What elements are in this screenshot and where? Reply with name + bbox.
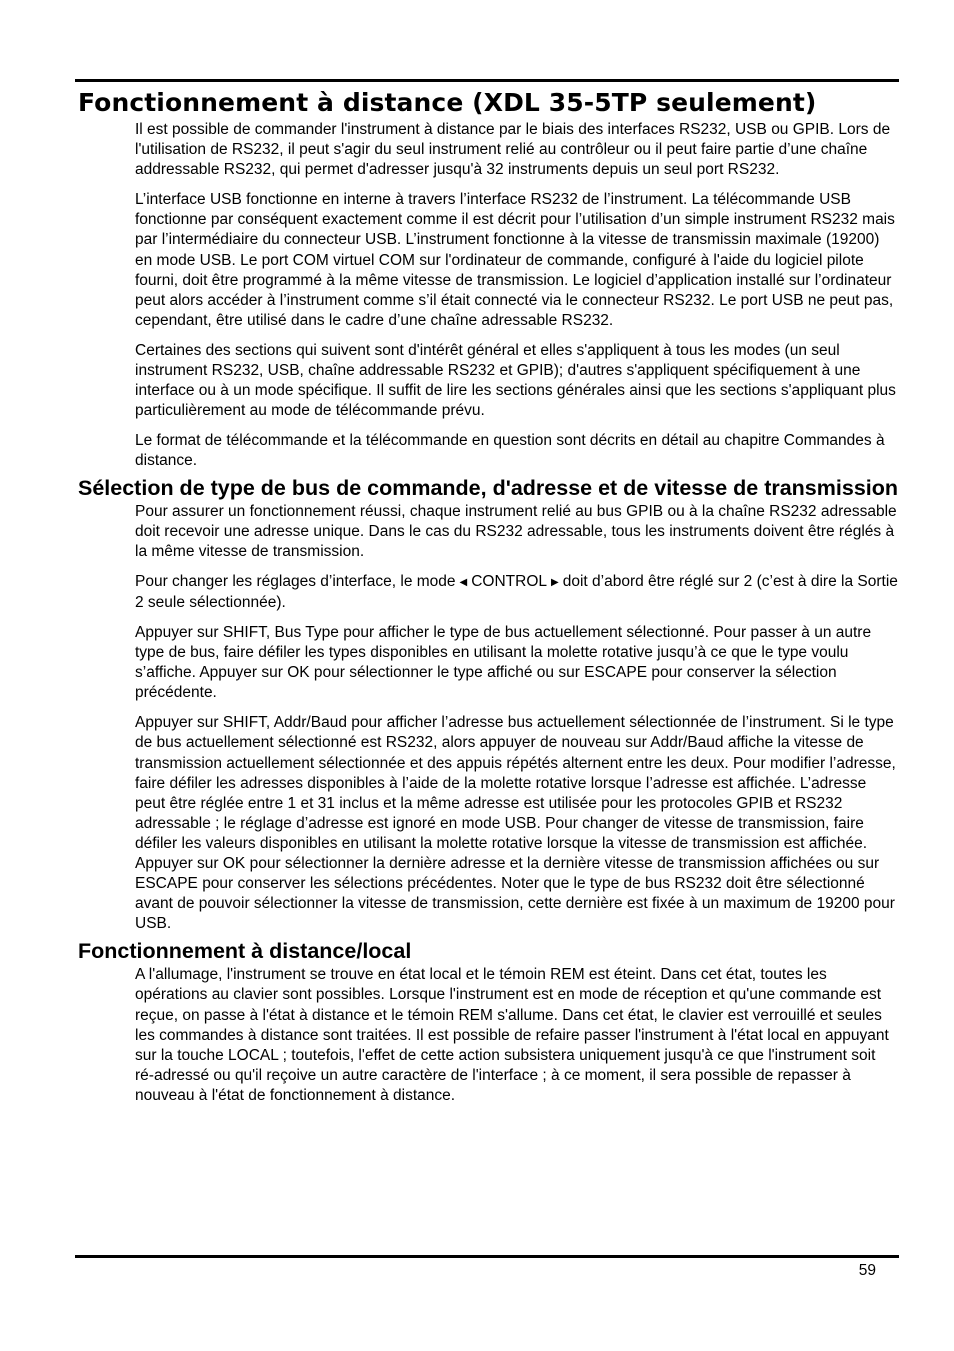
triangle-right-icon: ▶: [551, 576, 559, 588]
paragraph: Pour assurer un fonctionnement réussi, chaque instrument relié au bus GPIB ou à la chaîne RS232 adressable doit recevoir une adresse unique. Dans le cas du RS232 adressable, tous les instruments doivent être réglés à la même vitesse de transmission.: [135, 502, 897, 560]
section-title-bus-selection: Sélection de type de bus de commande, d'adresse et de vitesse de transmission: [78, 475, 899, 500]
top-rule: [75, 79, 899, 82]
section-title-remote-operation: Fonctionnement à distance (XDL 35-5TP seulement): [78, 88, 817, 117]
paragraph: A l'allumage, l'instrument se trouve en état local et le témoin REM est éteint. Dans cet état, toutes les opérations au clavier sont possibles. Lorsque l'instrument est en mode de réception et qu'une commande est reçue, on passe à l'état à distance et le témoin REM s'allume. Dans cet état, le clavier est verrouillé et seules les commandes à distance sont traitées. Il est possible de refaire passer l'instrument à l'état local en appuyant sur la touche LOCAL ; toutefois, l'effet de cette action subsistera uniquement jusqu'à ce que l'instrument soit ré-adressé ou qu'il reçoive un autre caractère de l'interface ; à ce moment, il sera possible de repasser à nouveau à l'état de fonctionnement à distance.: [135, 966, 889, 1104]
paragraph: L’interface USB fonctionne en interne à travers l’interface RS232 de l’instrument. La télécommande USB fonctionne par conséquent exactement comme il est décrit pour l’utilisation d’un simple instrument RS232 mais par l’intermédiaire du connecteur USB. L’instrument fonctionne à la vitesse de transmissin maximale (19200) en mode USB. Le port COM virtuel COM sur l'ordinateur de commande, configuré à l'aide du logiciel pilote fourni, doit être programmé à la même vitesse de transmission. Le logiciel d’application installé sur l’ordinateur peut alors accéder à l’instrument comme s’il était connecté via le connecteur RS232. Le port USB ne peut pas, cependant, être utilisé dans le cadre d’une chaîne adressable RS232.: [135, 191, 895, 329]
page-content: [78, 86, 898, 1106]
bottom-rule: [75, 1255, 899, 1258]
paragraph: Il est possible de commander l'instrument à distance par le biais des interfaces RS232, USB ou GPIB. Lors de l'utilisation de RS232, il peut s'agir du seul instrument relié au contrôleur ou il peut faire partie d’une chaîne addressable RS232, qui permet d'adresser jusqu'à 32 instruments depuis un seul port RS232.: [135, 121, 891, 179]
paragraph: Appuyer sur SHIFT, Addr/Baud pour afficher l’adresse bus actuellement sélectionnée de l’instrument. Si le type de bus actuellement sélectionné est RS232, alors appuyer de nouveau sur Addr/Baud affiche la vitesse de transmission actuellement sélectionnée et des appuis répétés alternent entre les deux. Pour modifier l’adresse, faire défiler les adresses disponibles à l’aide de la molette rotative lorsque l’adresse est affichée. L’adresse peut être réglée entre 1 et 31 inclus et la même adresse est utilisée pour les protocoles GPIB et RS232 adressable ; le réglage d’adresse est ignoré en mode USB. Pour changer de vitesse de transmission, faire défiler les valeurs disponibles en utilisant la molette rotative lorsque la vitesse de transmission est affichée. Appuyer sur OK pour sélectionner la dernière adresse et la dernière vitesse de transmission affichées ou sur ESCAPE pour conserver les sélections précédentes. Noter que le type de bus RS232 doit être sélectionné avant de pouvoir sélectionner la vitesse de transmission, cette dernière est fixée à un maximum de 19200 pour USB.: [135, 714, 896, 933]
paragraph: Certaines des sections qui suivent sont d'intérêt général et elles s'appliquent à tous les modes (un seul instrument RS232, USB, chaîne addressable RS232 et GPIB); d'autres s'appliquent spécifiquement à une interface ou à un mode spécifique. Il suffit de lire les sections générales ainsi que les sections s'appliquant plus particulièrement au mode de télécommande prévu.: [135, 341, 896, 420]
control-mode-label: CONTROL: [471, 572, 548, 590]
paragraph-text: Pour changer les réglages d’interface, le mode: [135, 572, 456, 590]
paragraph: Appuyer sur SHIFT, Bus Type pour afficher le type de bus actuellement sélectionné. Pour passer à un autre type de bus, faire défiler les types disponibles en utilisant la molette rotative jusqu’à ce que le type voulu s’affiche. Appuyer sur OK pour sélectionner le type affiché ou sur ESCAPE pour conserver la sélection précédente.: [135, 623, 872, 702]
paragraph: Le format de télécommande et la télécommande en question sont décrits en détail au chapitre Commandes à distance.: [135, 432, 885, 470]
paragraph-text: doit d’abord être réglé sur 2 (c’est à dire la Sortie 2 seule sélectionnée).: [135, 572, 898, 611]
section-title-remote-local: Fonctionnement à distance/local: [78, 939, 412, 964]
triangle-left-icon: ◀: [459, 576, 468, 588]
paragraph: [135, 572, 898, 613]
page-number: 59: [858, 1262, 876, 1279]
